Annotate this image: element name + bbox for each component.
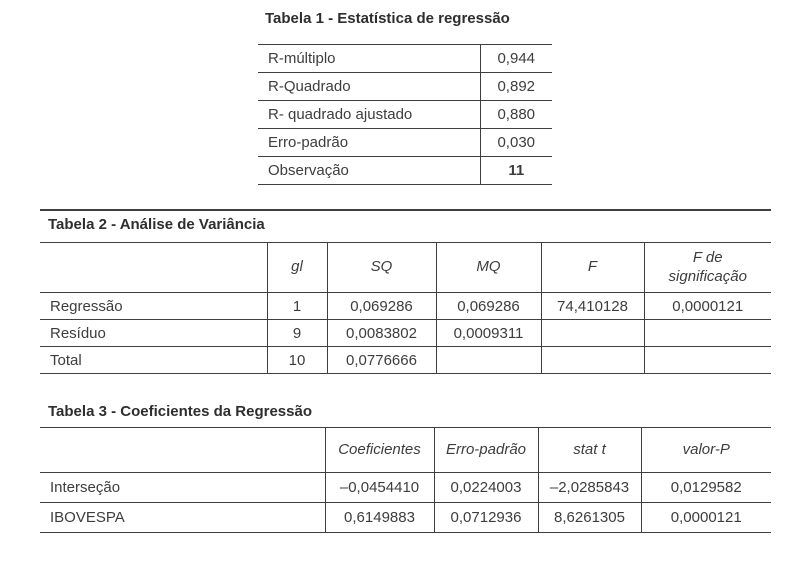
cell-f: 74,410128 <box>541 293 644 320</box>
row-label: IBOVESPA <box>40 503 325 533</box>
cell-sq: 0,0776666 <box>327 347 436 374</box>
cell-mq: 0,0009311 <box>436 320 541 347</box>
cell-gl: 10 <box>267 347 327 374</box>
table2-anova <box>40 242 771 374</box>
cell-stat-t: 8,6261305 <box>538 503 641 533</box>
header-gl: gl <box>267 243 327 293</box>
cell-sq: 0,069286 <box>327 293 436 320</box>
header-f-significacao <box>644 243 771 293</box>
table-row <box>40 320 771 347</box>
header-f: F <box>541 243 644 293</box>
stat-value: 0,030 <box>480 129 552 157</box>
header-mq: MQ <box>436 243 541 293</box>
header-empty <box>40 243 267 293</box>
stat-value: 0,880 <box>480 101 552 129</box>
header-erro-padrao: Erro-padrão <box>434 428 538 473</box>
table-row <box>40 293 771 320</box>
table1-title: Tabela 1 - Estatística de regressão <box>265 10 510 27</box>
cell-mq: 0,069286 <box>436 293 541 320</box>
cell-mq <box>436 347 541 374</box>
header-row <box>40 428 771 473</box>
cell-sq: 0,0083802 <box>327 320 436 347</box>
row-label: Resíduo <box>40 320 267 347</box>
cell-f-significacao: 0,0000121 <box>644 293 771 320</box>
cell-erro-padrao: 0,0224003 <box>434 473 538 503</box>
table-row <box>40 473 771 503</box>
stat-label: Observação <box>258 157 480 185</box>
table-row <box>258 157 552 185</box>
stat-label: Erro-padrão <box>258 129 480 157</box>
table2-title: Tabela 2 - Análise de Variância <box>48 216 265 233</box>
cell-gl: 9 <box>267 320 327 347</box>
table3-title: Tabela 3 - Coeficientes da Regressão <box>48 403 312 420</box>
header-coeficientes: Coeficientes <box>325 428 434 473</box>
cell-f <box>541 347 644 374</box>
cell-coeficiente: 0,6149883 <box>325 503 434 533</box>
stat-label: R- quadrado ajustado <box>258 101 480 129</box>
header-valor-p: valor-P <box>641 428 771 473</box>
header-empty <box>40 428 325 473</box>
stat-label: R-Quadrado <box>258 73 480 101</box>
row-label: Interseção <box>40 473 325 503</box>
stat-value: 0,944 <box>480 45 552 73</box>
table3-coefficients <box>40 427 771 533</box>
separator-rule <box>40 209 771 211</box>
cell-coeficiente: –0,0454410 <box>325 473 434 503</box>
table-row <box>40 347 771 374</box>
row-label: Total <box>40 347 267 374</box>
header-sq: SQ <box>327 243 436 293</box>
cell-erro-padrao: 0,0712936 <box>434 503 538 533</box>
table-row <box>40 503 771 533</box>
cell-gl: 1 <box>267 293 327 320</box>
cell-stat-t: –2,0285843 <box>538 473 641 503</box>
cell-valor-p: 0,0000121 <box>641 503 771 533</box>
cell-f-significacao <box>644 347 771 374</box>
table-row <box>258 73 552 101</box>
table-row <box>258 101 552 129</box>
stat-label: R-múltiplo <box>258 45 480 73</box>
header-f-significacao-text: F de significação <box>668 248 747 285</box>
row-label: Regressão <box>40 293 267 320</box>
cell-f <box>541 320 644 347</box>
cell-f-significacao <box>644 320 771 347</box>
table-row <box>258 129 552 157</box>
table-row <box>258 45 552 73</box>
stat-value: 11 <box>480 157 552 185</box>
stat-value: 0,892 <box>480 73 552 101</box>
header-stat-t: stat t <box>538 428 641 473</box>
cell-valor-p: 0,0129582 <box>641 473 771 503</box>
table1-regression-statistics <box>258 44 552 185</box>
header-row <box>40 243 771 293</box>
